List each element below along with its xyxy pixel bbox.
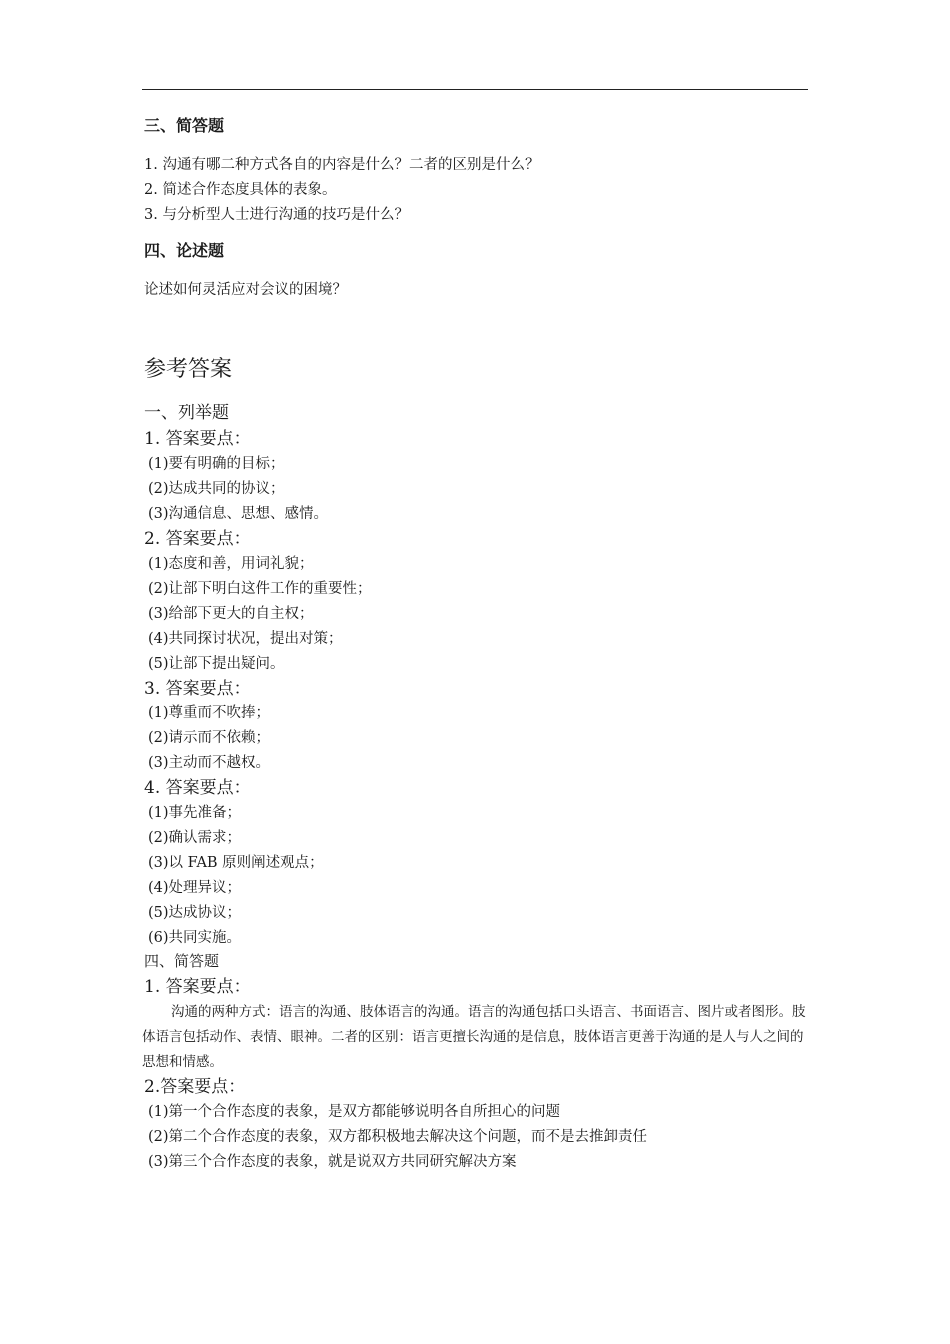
- short-answer-label-2: 2.答案要点：: [144, 1077, 246, 1097]
- answer-item: (2)请示而不依赖；: [148, 730, 271, 746]
- answer-item: (5)让部下提出疑问。: [148, 656, 285, 672]
- question-item: 3. 与分析型人士进行沟通的技巧是什么？: [144, 207, 409, 223]
- answer-item: (2)让部下明白这件工作的重要性；: [148, 581, 372, 597]
- answer-item: (3)给部下更大的自主权；: [148, 606, 314, 622]
- answer-item: (1)第一个合作态度的表象，是双方都能够说明各自所担心的问题: [148, 1104, 561, 1120]
- answer-item: (1)尊重而不吹捧；: [148, 705, 271, 721]
- answer-item: (1)态度和善，用词礼貌；: [148, 556, 314, 572]
- answer-item: (4)处理异议；: [148, 880, 242, 896]
- answer-item: (6)共同实施。: [148, 930, 242, 946]
- answer-item: (2)达成共同的协议；: [148, 481, 285, 497]
- question-item: 1. 沟通有哪二种方式各自的内容是什么？二者的区别是什么？: [144, 157, 540, 173]
- section-3-title: 三、简答题: [144, 116, 225, 135]
- answer-item: (2)第二个合作态度的表象，双方都积极地去解决这个问题，而不是去推卸责任: [148, 1129, 648, 1145]
- section-4-title: 四、论述题: [144, 241, 225, 260]
- answer-item: (2)确认需求；: [148, 830, 242, 846]
- answer-label-3: 3. 答案要点：: [144, 679, 251, 699]
- part1-title: 一、列举题: [144, 403, 229, 423]
- question-item: 2. 简述合作态度具体的表象。: [144, 182, 337, 198]
- part4-title: 四、简答题: [144, 952, 220, 970]
- answer-item: (5)达成协议；: [148, 905, 242, 921]
- answer-label-1: 1. 答案要点：: [144, 429, 251, 449]
- answer-item: (3)主动而不越权。: [148, 755, 271, 771]
- short-answer-label-1: 1. 答案要点：: [144, 977, 251, 997]
- short-answer-paragraph: 沟通的两种方式：语言的沟通、肢体语言的沟通。语言的沟通包括口头语言、书面语言、图片或者图形。肢体语言包括动作、表情、眼神。二者的区别：语言更擅长沟通的是信息，肢体语言更善于沟通的是人与人之间的思想和情感。: [142, 1004, 806, 1070]
- answer-item: (4)共同探讨状况，提出对策；: [148, 631, 343, 647]
- answers-title: 参考答案: [144, 357, 233, 382]
- header-rule: [142, 89, 808, 90]
- answer-item: (3)沟通信息、思想、感情。: [148, 506, 329, 522]
- answer-item: (1)事先准备；: [148, 805, 242, 821]
- answer-item: (3)以 FAB 原则阐述观点；: [148, 855, 324, 871]
- answer-item: (1)要有明确的目标；: [148, 456, 285, 472]
- essay-question: 论述如何灵活应对会议的困境？: [144, 282, 347, 298]
- answer-item: (3)第三个合作态度的表象，就是说双方共同研究解决方案: [148, 1154, 517, 1170]
- answer-label-2: 2. 答案要点：: [144, 529, 251, 549]
- answer-label-4: 4. 答案要点：: [144, 778, 251, 798]
